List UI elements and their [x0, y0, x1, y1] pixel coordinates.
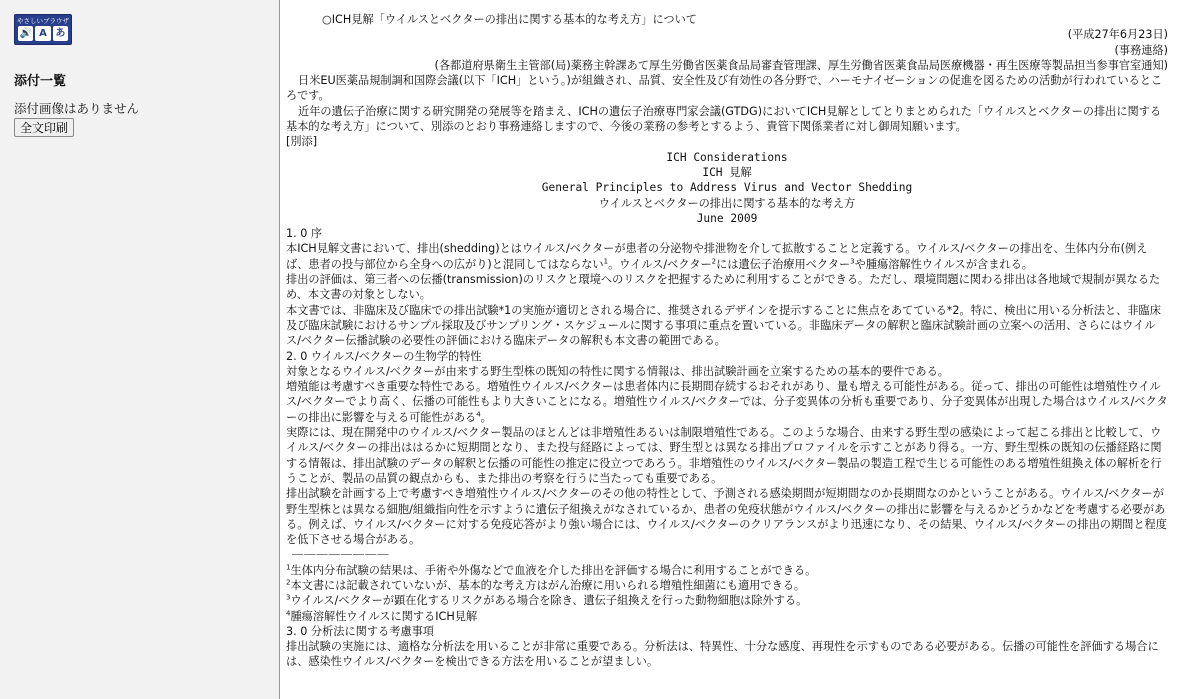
annex-date: June 2009 — [696, 211, 758, 225]
easy-browser-caption: やさしいブラウザ — [17, 17, 69, 25]
footnote-2: $^2$本文書には記載されていないが、基本的な考え方はがん治療に用いられる増殖性細菌にも適用できる。 — [286, 578, 806, 592]
section-1-paragraph-3: 本文書では、非臨床及び臨床での排出試験*1の実施が適切とされる場合に、推奨されるデザインを提示することに焦点をあてている*2。特に、検出に用いる分析法と、非臨床及び臨床試験におけるサンプル採取及びサンプリング・スケジュールに関する事項に重点を置いている。非臨床データの解釈と臨床試験計画の立案への活用、さらにはウイルス/ベクター伝播試験の必要性の評価における臨床データの解釈も本文書の範囲である。 — [286, 303, 1161, 348]
section-3-heading: 3. 0 分析法に関する考慮事項 — [286, 624, 434, 638]
no-attachments-text: 添付画像はありません — [14, 101, 140, 116]
section-1-paragraph-1: 本ICH見解文書において、排出(shedding)とはウイルス/ベクターが患者の分泌物や排泄物を介して拡散することと定義する。ウイルス/ベクターの排出を、生体内分布(例えば、患者の投与部位から全身への広がり)と混同してはならない$^1$。ウイルス/ベクター$^2$には遺伝子治療用ベクター$^3$や腫瘍溶解性ウイルスが含まれる。 — [286, 242, 1148, 271]
footnote-1: $^1$生体内分布試験の結果は、手術や外傷などで血液を介した排出を評価する場合に利用することができる。 — [286, 562, 817, 577]
section-2-paragraph-3: 実際には、現在開発中のウイルス/ベクター製品のほとんどは非増殖性あるいは制限増殖性である。このような場合、由来する野生型の感染によって起こる排出と比較して、ウイルス/ベクターの排出ははるかに短期間となり、また投与経路によっては、野生型とは異なる排出プロファイルを示すことがあり得る。一方、野生型株の既知の伝播経路に関する情報は、排出試験のデータの解釈と伝播の可能性の推定に役立つであろう。非増殖性のウイルス/ベクター製品の製造工程で生じる可能性のある増殖性組換え体の解析を行うことが、製品の品質の観点からも、また排出の考察を行うに当たっても重要である。 — [286, 426, 1162, 485]
footnote-divider: ―――――――― — [292, 548, 390, 562]
intro-paragraph-2: 近年の遺伝子治療に関する研究開発の発展等を踏まえ、ICHの遺伝子治療専門家会議(GTDG)においてICH見解としてとりまとめられた「ウイルスとベクターの排出に関する基本的な考え方」について、別添のとおり事務連絡しますので、今後の業務の参考とするよう、貴管下関係業者に対し御周知願います。 — [286, 104, 1162, 134]
section-2-paragraph-2: 増殖能は考慮すべき重要な特性である。増殖性ウイルス/ベクターは患者体内に長期間存続するおそれがあり、量も増える可能性がある。従って、排出の可能性は増殖性ウイルス/ベクターでより高く、伝播の可能性もより大きいことになる。増殖性ウイルス/ベクターでは、分子変異体の分析も重要であり、分子変異体が出現した場合はウイルス/ベクターの排出に影響を与える可能性がある$^4$。 — [286, 380, 1168, 424]
annex-title-ich: ICH 見解 — [702, 165, 752, 179]
section-3-paragraph-1: 排出試験の実施には、適格な分析法を用いることが非常に重要である。分析法は、特異性、十分な感度、再現性を示すものである必要がある。伝播の可能性を評価する場合には、感染性ウイルス/ベクターを検出できる方法を用いることが望ましい。 — [286, 640, 1159, 669]
section-1-paragraph-2: 排出の評価は、第三者への伝播(transmission)のリスクと環境へのリスクを把握するために利用することができる。ただし、環境問題に関わる排出は各地域で規制が異なるため、本文書の対象としない。 — [286, 273, 1161, 302]
doc-type: (事務連絡) — [1114, 43, 1168, 57]
section-1-heading: 1. 0 序 — [286, 227, 323, 241]
annex-title-jp: ウイルスとベクターの排出に関する基本的な考え方 — [598, 196, 856, 210]
annex-title-en: ICH Considerations — [666, 150, 788, 164]
section-2-paragraph-4: 排出試験を計画する上で考慮すべき増殖性ウイルス/ベクターのその他の特性として、予測される感染期間が短期間なのか長期間なのかということがある。ウイルス/ベクターが野生型株とは異なる細胞/組織指向性を示すように遺伝子組換えがなされているか、患者の免疫状態がウイルス/ベクターの排出に影響を与えるかどうかなどを考慮する必要がある。例えば、ウイルス/ベクターに対する免疫応答がより強い場合には、ウイルス/ベクターのクリアランスがより迅速になり、その結果、ウイルス/ベクターの排出の期間と程度を低下させる場合がある。 — [286, 487, 1167, 547]
sidebar — [0, 0, 280, 699]
annex-title-en-full: General Principles to Address Virus and Vector Shedding — [541, 181, 913, 195]
section-2-heading: 2. 0 ウイルス/ベクターの生物学的特性 — [286, 349, 482, 363]
easy-browser-icons — [18, 26, 68, 41]
doc-addressee: (各都道府県衛生主管部(局)薬務主幹課あて厚生労働省医薬食品局審査管理課、厚生労働省医薬食品局医療機器・再生医療等製品担当参事官室通知) — [434, 58, 1168, 72]
print-all-button[interactable]: 全文印刷 — [14, 118, 74, 137]
a-icon: A — [35, 26, 50, 41]
section-2-paragraph-1: 対象となるウイルス/ベクターが由来する野生型株の既知の特性に関する情報は、排出試験計画を立案するための基本的要件である。 — [286, 364, 949, 378]
intro-paragraph-1: 日米EU医薬品規制調和国際会議(以下「ICH」という。)が組織され、品質、安全性及び有効性の各分野で、ハーモナイゼーションの促進を図るための活動が行われているところです。 — [286, 74, 1163, 103]
attachments-title: 添付一覧 — [14, 74, 67, 89]
speaker-icon: 🔊 — [19, 28, 32, 39]
footnote-3: $^3$ウイルス/ベクターが顕在化するリスクがある場合を除き、遺伝子組換えを行った動物細胞は除外する。 — [286, 593, 808, 608]
easy-browser-button[interactable] — [14, 14, 72, 45]
doc-title: ○ICH見解「ウイルスとベクターの排出に関する基本的な考え方」について — [322, 13, 697, 26]
footnote-4: $^4$腫瘍溶解性ウイルスに関するICH見解 — [286, 608, 478, 623]
ruby-icon: あ — [53, 26, 68, 41]
document-body — [286, 12, 1168, 697]
annex-label: [別添] — [286, 135, 318, 149]
doc-date: (平成27年6月23日) — [1067, 28, 1168, 42]
